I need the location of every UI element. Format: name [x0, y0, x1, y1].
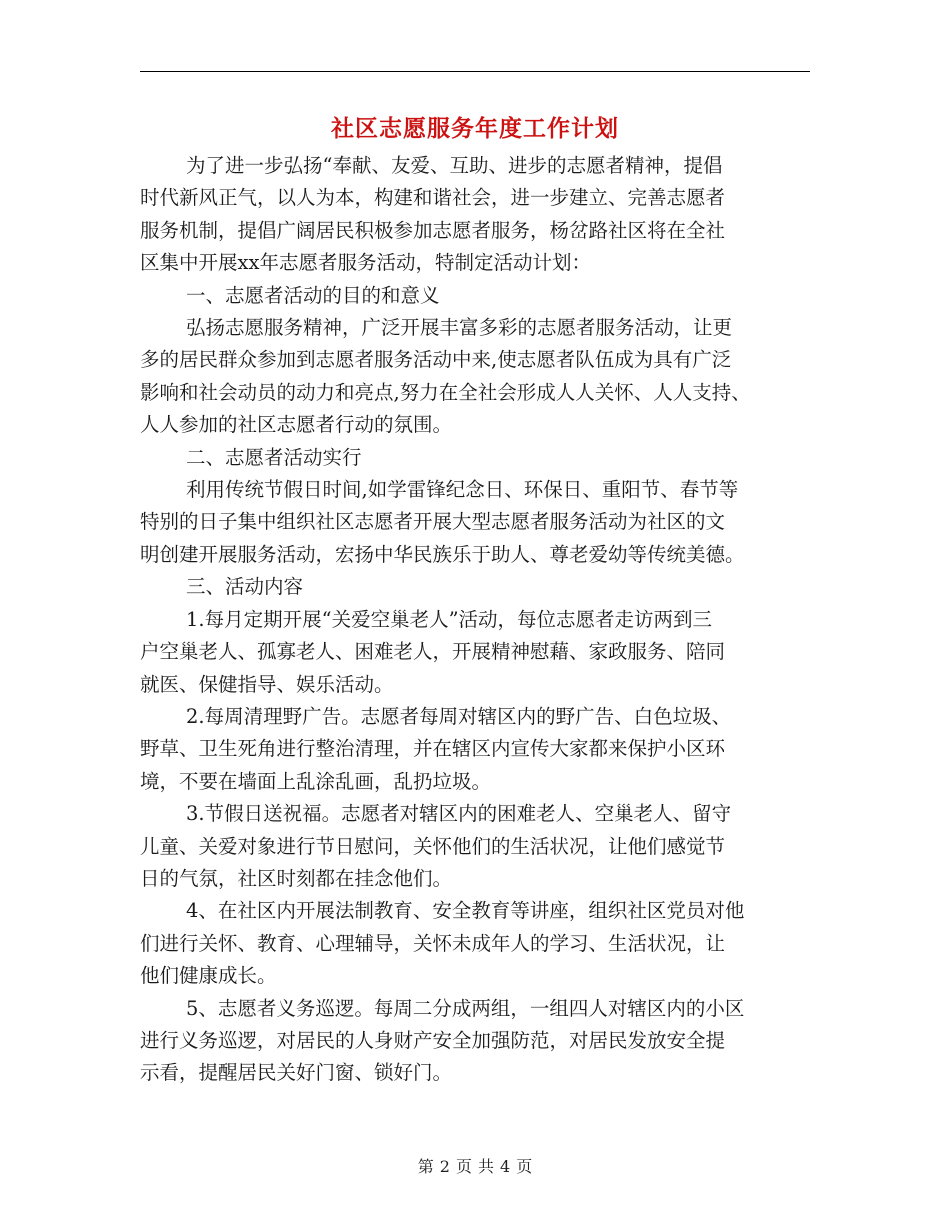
text-line: 服务机制，提倡广阔居民积极参加志愿者服务，杨岔路社区将在全社 — [140, 218, 726, 242]
text-line: 一、志愿者活动的目的和意义 — [186, 283, 440, 307]
text-line: 示看，提醒居民关好门窗、锁好门。 — [140, 1061, 453, 1085]
text-line: 野草、卫生死角进行整治清理，并在辖区内宣传大家都来保护小区环 — [140, 737, 726, 761]
paragraph — [140, 571, 812, 603]
text-line: 5、志愿者义务巡逻。每周二分成两组，一组四人对辖区内的小区 — [186, 996, 745, 1020]
text-line: 就医、保健指导、娱乐活动。 — [140, 672, 394, 696]
paragraph — [140, 150, 812, 280]
document-body — [140, 150, 812, 1090]
text-line: 特别的日子集中组织社区志愿者开展大型志愿者服务活动为社区的文 — [140, 510, 726, 534]
footer-total-unit: 页 — [516, 1157, 533, 1176]
paragraph — [140, 993, 812, 1090]
text-line: 们进行关怀、教育、心理辅导，关怀未成年人的学习、生活状况，让 — [140, 931, 726, 955]
text-line: 4、在社区内开展法制教育、安全教育等讲座，组织社区党员对他 — [186, 899, 745, 923]
document-title: 社区志愿服务年度工作计划 — [331, 116, 619, 142]
footer-total-pages: 4 — [500, 1157, 511, 1176]
text-line: 二、志愿者活动实行 — [186, 445, 362, 469]
text-line: 三、活动内容 — [186, 575, 304, 599]
text-line: 明创建开展服务活动，宏扬中华民族乐于助人、尊老爱幼等传统美德。 — [140, 542, 745, 566]
text-line: 人人参加的社区志愿者行动的氛围。 — [140, 413, 453, 437]
paragraph — [140, 604, 812, 701]
text-line: 日的气氛，社区时刻都在挂念他们。 — [140, 866, 453, 890]
paragraph — [140, 798, 812, 895]
text-line: 为了进一步弘扬“奉献、友爱、互助、进步的志愿者精神，提倡 — [186, 154, 723, 177]
text-line: 进行义务巡逻，对居民的人身财产安全加强防范，对居民发放安全提 — [140, 1028, 726, 1052]
text-line: 多的居民群众参加到志愿者服务活动中来,使志愿者队伍成为具有广泛 — [140, 348, 732, 372]
text-line: 境，不要在墙面上乱涂乱画，乱扔垃圾。 — [140, 769, 492, 793]
paragraph — [140, 312, 812, 442]
text-line: 1.每月定期开展“关爱空巢老人”活动，每位志愿者走访两到三 — [186, 607, 713, 631]
paragraph — [140, 701, 812, 798]
paragraph — [140, 474, 812, 571]
text-line: 利用传统节假日时间,如学雷锋纪念日、环保日、重阳节、春节等 — [186, 478, 739, 502]
footer-page-unit: 页 — [455, 1157, 472, 1176]
text-line: 区集中开展xx年志愿者服务活动，特制定活动计划： — [140, 251, 591, 275]
text-line: 时代新风正气，以人为本，构建和谐社会，进一步建立、完善志愿者 — [140, 186, 726, 210]
text-line: 2.每周清理野广告。志愿者每周对辖区内的野广告、白色垃圾、 — [186, 704, 732, 728]
footer-page-number: 2 — [439, 1157, 450, 1176]
text-line: 影响和社会动员的动力和亮点,努力在全社会形成人人关怀、人人支持、 — [140, 380, 751, 404]
page-footer — [0, 1154, 950, 1177]
footer-total-label: 共 — [478, 1157, 495, 1176]
text-line: 3.节假日送祝福。志愿者对辖区内的困难老人、空巢老人、留守 — [186, 802, 732, 826]
header-rule — [140, 71, 810, 72]
footer-page-label: 第 — [417, 1157, 434, 1176]
text-line: 他们健康成长。 — [140, 964, 277, 988]
text-line: 户空巢老人、孤寡老人、困难老人，开展精神慰藉、家政服务、陪同 — [140, 640, 726, 664]
text-line: 儿童、关爱对象进行节日慰问，关怀他们的生活状况，让他们感觉节 — [140, 834, 726, 858]
paragraph — [140, 442, 812, 474]
text-line: 弘扬志愿服务精神，广泛开展丰富多彩的志愿者服务活动，让更 — [186, 316, 733, 340]
paragraph — [140, 280, 812, 312]
paragraph — [140, 895, 812, 992]
